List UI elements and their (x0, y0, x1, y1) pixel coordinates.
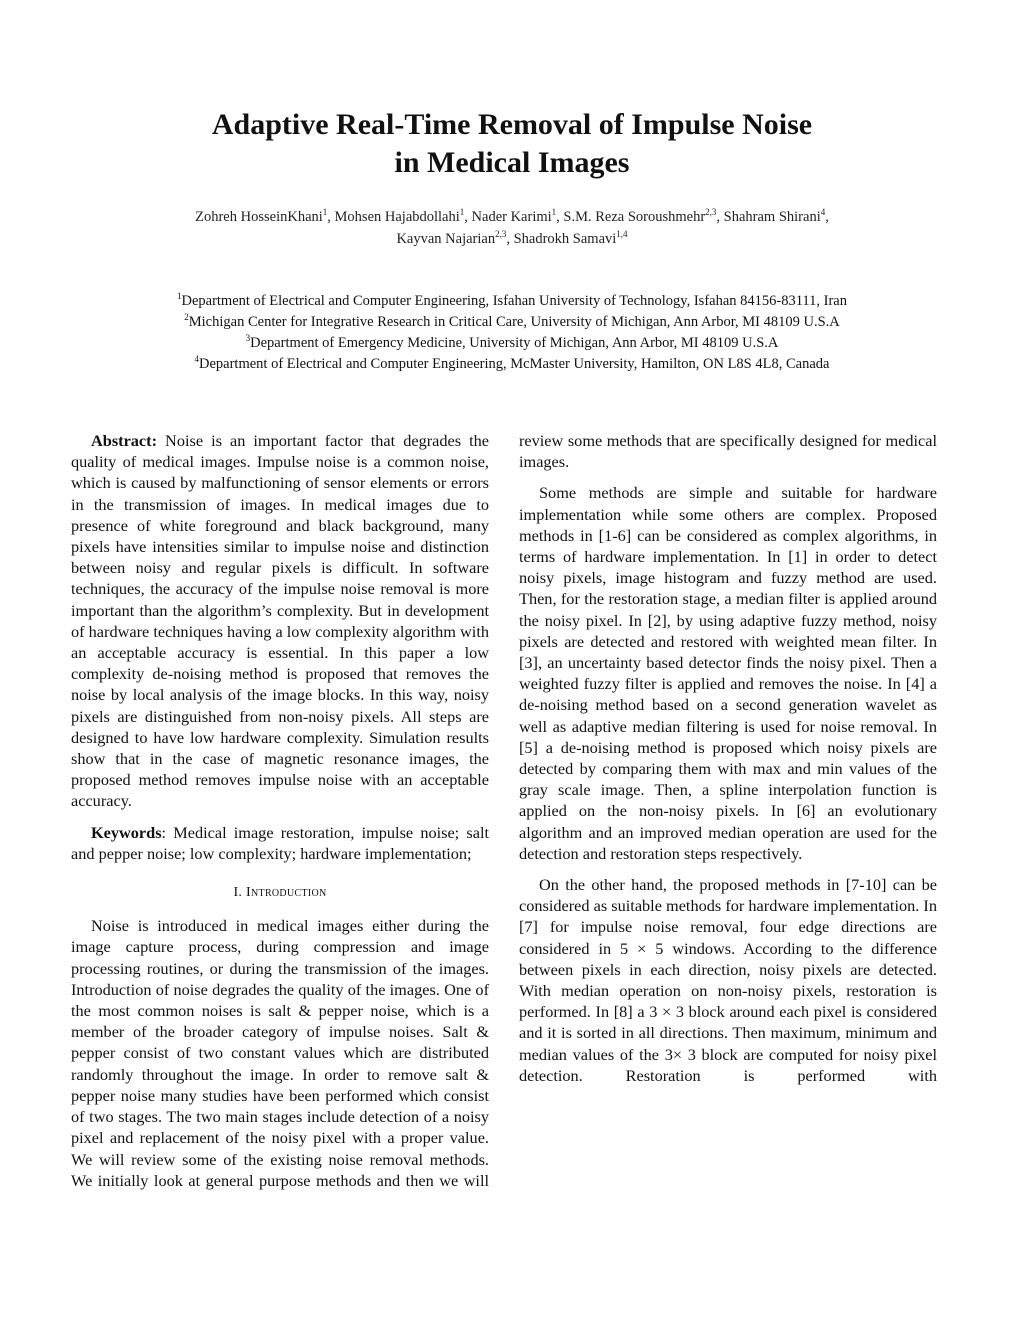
author-list (100, 206, 924, 250)
author: Zohreh HosseinKhani$^1$, (195, 207, 335, 225)
affiliation: $^3$Department of Emergency Medicine, University of Michigan, Ann Arbor, MI 48109 U.S.A (245, 333, 779, 351)
paper-title (0, 106, 1024, 182)
section-heading-introduction: I. Introduction (233, 885, 327, 901)
author: Nader Karimi$^1$, (471, 207, 564, 225)
abstract-label: Abstract: (91, 431, 158, 450)
right-column (519, 430, 937, 1086)
author: Shadrokh Samavi$^{1,4}$ (513, 229, 628, 247)
intro-paragraph-2: Some methods are simple and suitable for hardware implementation while some others are complex. Proposed methods in [1-6] can be considered as complex algorithms, in terms of hardware implementation. In [1] in order to detect noisy pixels, image histogram and fuzzy method are used. Then, for the restoration stage, a median filter is applied around the noisy pixel. In [2], by using adaptive fuzzy method, noisy pixels are detected and restored with weighted mean filter. In [3], an uncertainty based detector finds the noisy pixel. Then a weighted fuzzy filter is applied and removes the noise. In [4] a de-noising method based on a second generation wavelet as well as adaptive median filtering is used for noise removal. In [5] a de-noising method is proposed which noisy pixels are detected by comparing them with max and min values of the gray scale image. Then, a spline interpolation function is applied on the non-noisy pixels. In [6] an evolutionary algorithm and an improved median operation are used for the detection and restoration steps respectively. (519, 483, 937, 863)
affiliation: $^4$Department of Electrical and Computer Engineering, McMaster University, Hamilton, ON L8S 4L8, Canada (194, 354, 830, 372)
affiliation: $^1$Department of Electrical and Computer Engineering, Isfahan University of Technology, Isfahan 84156-83111, Iran (176, 291, 847, 309)
title-line-2: in Medical Images (394, 146, 630, 179)
keywords (71, 822, 489, 864)
author: Mohsen Hajabdollahi$^1$, (334, 207, 472, 225)
title-line-1: Adaptive Real-Time Removal of Impulse Noise (211, 108, 813, 141)
intro-paragraph-1-continued: review some methods that are specifically designed for medical images. (519, 431, 937, 472)
author-line-2 (100, 228, 924, 250)
affiliation: $^2$Michigan Center for Integrative Research in Critical Care, University of Michigan, Ann Arbor, MI 48109 U.S.A (184, 312, 840, 330)
intro-paragraph-3: On the other hand, the proposed methods in [7-10] can be considered as suitable methods for hardware implementation. In [7] for impulse noise removal, four edge directions are considered in 5 × 5 windows. According to the difference between pixels in each direction, noisy pixels are detected. With median operation on non-noisy pixels, restoration is performed. In [8] a 3 × 3 block around each pixel is considered and it is sorted in all directions. Then maximum, minimum and median values of the 3× 3 block are computed for noisy pixel detection. Restoration is performed with (519, 875, 937, 1085)
author: Kayvan Najarian$^{2,3}$, (396, 229, 514, 247)
author: S.M. Reza Soroushmehr$^{2,3}$, (563, 207, 724, 225)
author-line-1 (100, 206, 924, 228)
author: Shahram Shirani$^4$, (723, 207, 829, 225)
keywords-label: Keywords (91, 822, 162, 842)
left-column (71, 430, 489, 1191)
intro-paragraph-1: Noise is introduced in medical images either during the image capture process, during compression and image processing routines, or during the transmission of the images. Introduction of noise degrades the quality of the images. One of the most common noises is salt & pepper noise, which is a member of the broader category of impulse noises. Salt & pepper consist of two constant values which are distributed randomly throughout the image. In order to remove salt & pepper noise many studies have been performed which consist of two stages. The two main stages include detection of a noisy pixel and replacement of the noisy pixel with a proper value. We will review some of the existing noise removal methods. We initially look at general purpose methods and then we will (71, 916, 489, 1190)
keywords-text: : Medical image restoration, impulse noise; salt and pepper noise; low complexity; hardware implementation; (71, 822, 489, 863)
abstract-text: Noise is an important factor that degrades the quality of medical images. Impulse noise is a common noise, which is caused by malfunctioning of sensor elements or errors in the transmission of images. In medical images due to presence of white foreground and black background, many pixels have intensities similar to impulse noise and distinction between noisy and regular pixels is difficult. In software techniques, the accuracy of the impulse noise removal is more important than the algorithm’s complexity. But in development of hardware techniques having a low complexity algorithm with an acceptable accuracy is essential. In this paper a low complexity de-noising method is proposed that removes the noise by local analysis of the image blocks. In this way, noisy pixels are distinguished from non-noisy pixels. All steps are designed to have low hardware complexity. Simulation results show that in the case of magnetic resonance images, the proposed method removes impulse noise with an acceptable accuracy. (71, 431, 489, 811)
abstract (71, 430, 489, 812)
affiliation-list (40, 291, 984, 375)
